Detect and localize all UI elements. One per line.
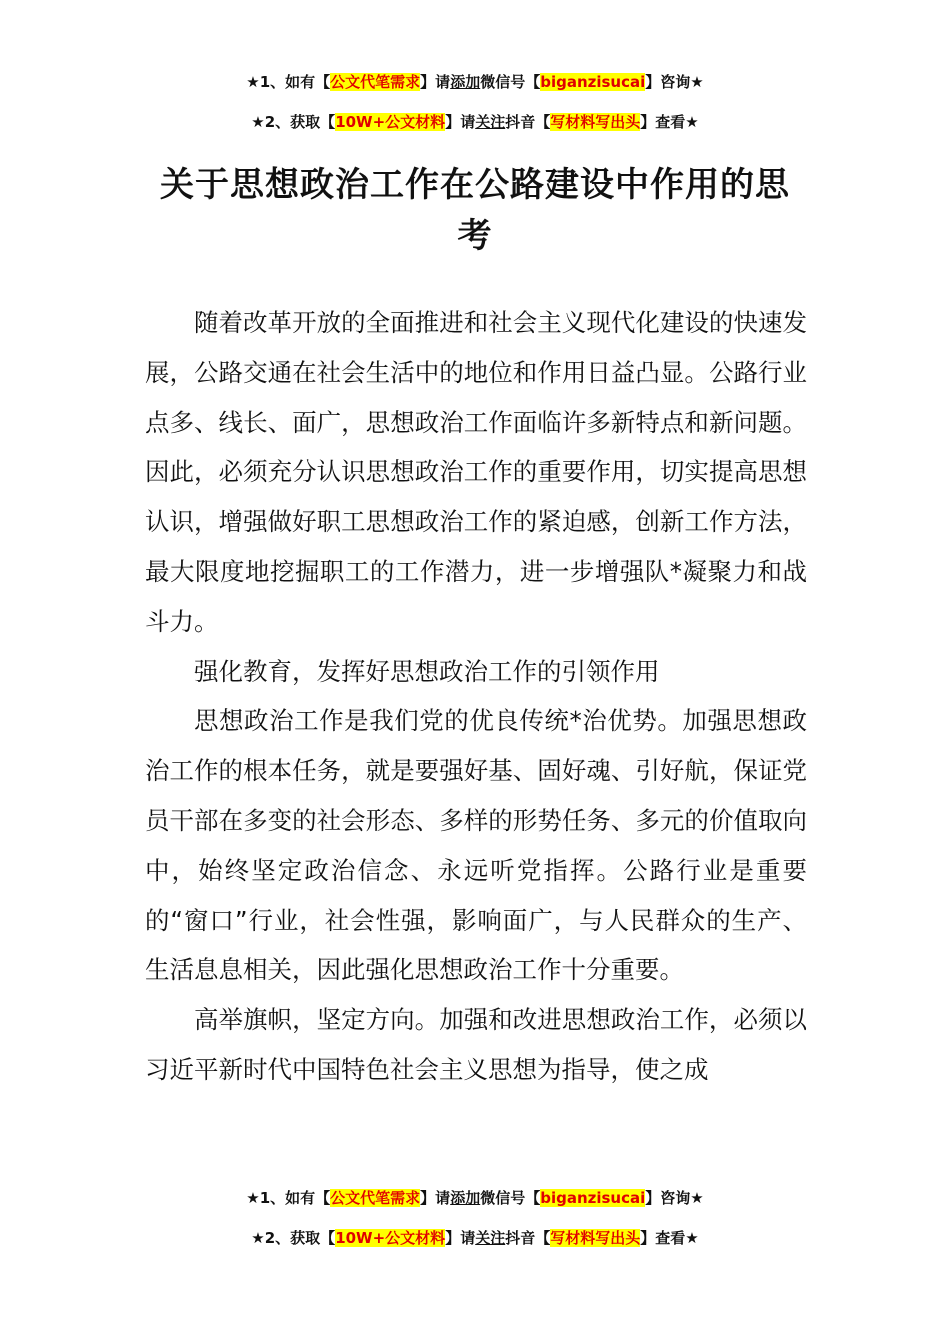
header-ad-1-prefix: ★1、如有【 xyxy=(246,73,331,91)
paragraph-significance: 思想政治工作是我们党的优良传统*治优势。加强思想政治工作的根本任务，就是要强好基、固好魂、引好航，保证党员干部在多变的社会形态、多样的形势任务、多元的价值取向中，始终坚定政治信念、永远听党指挥。公路行业是重要的“窗口”行业，社会性强，影响面广，与人民群众的生产、生活息息相关，因此强化思想政治工作十分重要。 xyxy=(145,706,807,985)
footer-ad-1-text: 】请 xyxy=(420,1189,451,1207)
footer-ad-1-prefix: ★1、如有【 xyxy=(246,1189,331,1207)
footer-ad-1-suffix: 】咨询★ xyxy=(645,1189,704,1207)
header-ad-2-douyin: 写材料写出头 xyxy=(550,113,641,131)
header-ad-1-action: 添加 xyxy=(450,73,481,91)
header-ad-1-text: 】请 xyxy=(420,73,451,91)
header-ad-1-text2: 微信号【 xyxy=(480,73,541,91)
footer-ad-2-action: 关注 xyxy=(475,1229,506,1247)
paragraph-direction: 高举旗帜，坚定方向。加强和改进思想政治工作，必须以习近平新时代中国特色社会主义思想为指导，使之成 xyxy=(145,1005,807,1084)
footer-ad-2-text: 】请 xyxy=(445,1229,476,1247)
header-ad-1-suffix: 】咨询★ xyxy=(645,73,704,91)
paragraph-intro: 随着改革开放的全面推进和社会主义现代化建设的快速发展，公路交通在社会生活中的地位和作用日益凸显。公路行业点多、线长、面广，思想政治工作面临许多新特点和新问题。因此，必须充分认识思想政治工作的重要作用，切实提高思想认识，增强做好职工思想政治工作的紧迫感，创新工作方法，最大限度地挖掘职工的工作潜力，进一步增强队*凝聚力和战斗力。 xyxy=(145,308,807,636)
footer-ad-1-service: 公文代笔需求 xyxy=(330,1189,421,1207)
footer-ad-line-1 xyxy=(0,1188,950,1208)
header-ad-line-2 xyxy=(0,112,950,132)
footer-ad-1-text2: 微信号【 xyxy=(480,1189,541,1207)
footer-ad-2-douyin: 写材料写出头 xyxy=(550,1229,641,1247)
footer-ad-1-wechat: biganzisucai xyxy=(540,1189,646,1207)
header-ad-2-suffix: 】查看★ xyxy=(640,113,699,131)
header-ad-2-material: 10W+公文材料 xyxy=(335,113,446,131)
document-body xyxy=(145,298,807,1095)
header-ad-2-action: 关注 xyxy=(475,113,506,131)
header-ad-line-1 xyxy=(0,72,950,92)
footer-ad-2-material: 10W+公文材料 xyxy=(335,1229,446,1247)
footer-ad-2-text2: 抖音【 xyxy=(505,1229,551,1247)
header-ad-2-prefix: ★2、获取【 xyxy=(251,113,336,131)
header-ad-1-wechat: biganzisucai xyxy=(540,73,646,91)
section-heading: 强化教育，发挥好思想政治工作的引领作用 xyxy=(194,656,660,686)
header-ad-2-text: 】请 xyxy=(445,113,476,131)
document-title: 关于思想政治工作在公路建设中作用的思考 xyxy=(160,165,790,256)
footer-ad-2-prefix: ★2、获取【 xyxy=(251,1229,336,1247)
footer-ad-1-action: 添加 xyxy=(450,1189,481,1207)
header-ad-1-service: 公文代笔需求 xyxy=(330,73,421,91)
footer-ad-line-2 xyxy=(0,1228,950,1248)
header-ad-2-text2: 抖音【 xyxy=(505,113,551,131)
footer-ad-2-suffix: 】查看★ xyxy=(640,1229,699,1247)
